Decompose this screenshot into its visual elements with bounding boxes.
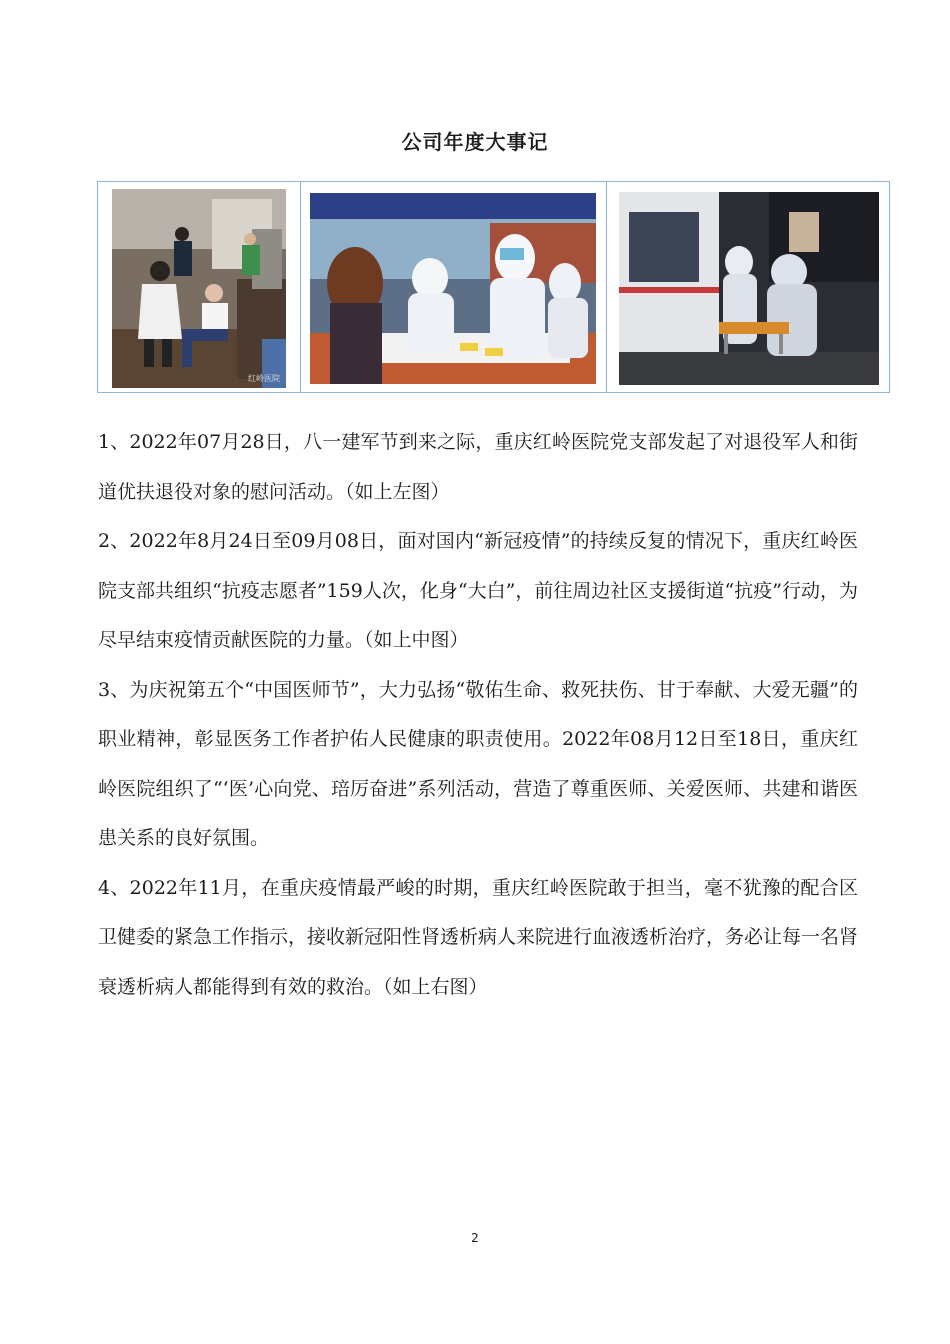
paragraph-3: 3、为庆祝第五个“中国医师节”，大力弘扬“敬佑生命、救死扶伤、甘于奉献、大爱无疆”的职业精神，彰显医务工作者护佑人民健康的职责使用。2022年08月12日至18日，重庆红岭医院组织了“‘医’心向党、琣厉奋进”系列活动，营造了尊重医师、关爱医师、共建和谐医患关系的良好氛围。	[98, 678, 858, 849]
photo-ambulance	[619, 192, 879, 385]
photo-volunteers	[310, 193, 596, 384]
photo-table-divider	[606, 182, 607, 392]
page-title: 公司年度大事记	[401, 130, 549, 154]
paragraph-4: 4、2022年11月，在重庆疫情最严峻的时期，重庆红岭医院敢于担当，毫不犹豫的配合区卫健委的紧急工作指示，接收新冠阳性肾透析病人来院进行血液透析治疗，务必让每一名肾衰透析病人都能得到有效的救治。（如上右图）	[98, 876, 859, 998]
body-text	[98, 418, 858, 1012]
photo-veterans-visit	[112, 189, 286, 388]
page-number: 2	[471, 1231, 479, 1245]
paragraph-2: 2、2022年8月24日至09月08日，面对国内“新冠疫情”的持续反复的情况下，重庆红岭医院支部共组织“抗疫志愿者”159人次，化身“大白”，前往周边社区支援街道“抗疫”行动，为尽早结束疫情贡献医院的力量。（如上中图）	[98, 530, 858, 651]
paragraph-1: 1、2022年07月28日，八一建军节到来之际，重庆红岭医院党支部发起了对退役军人和街道优扶退役对象的慰问活动。（如上左图）	[98, 431, 858, 503]
photo-watermark: 红岭医院	[248, 374, 280, 383]
photo-table-divider	[300, 182, 301, 392]
